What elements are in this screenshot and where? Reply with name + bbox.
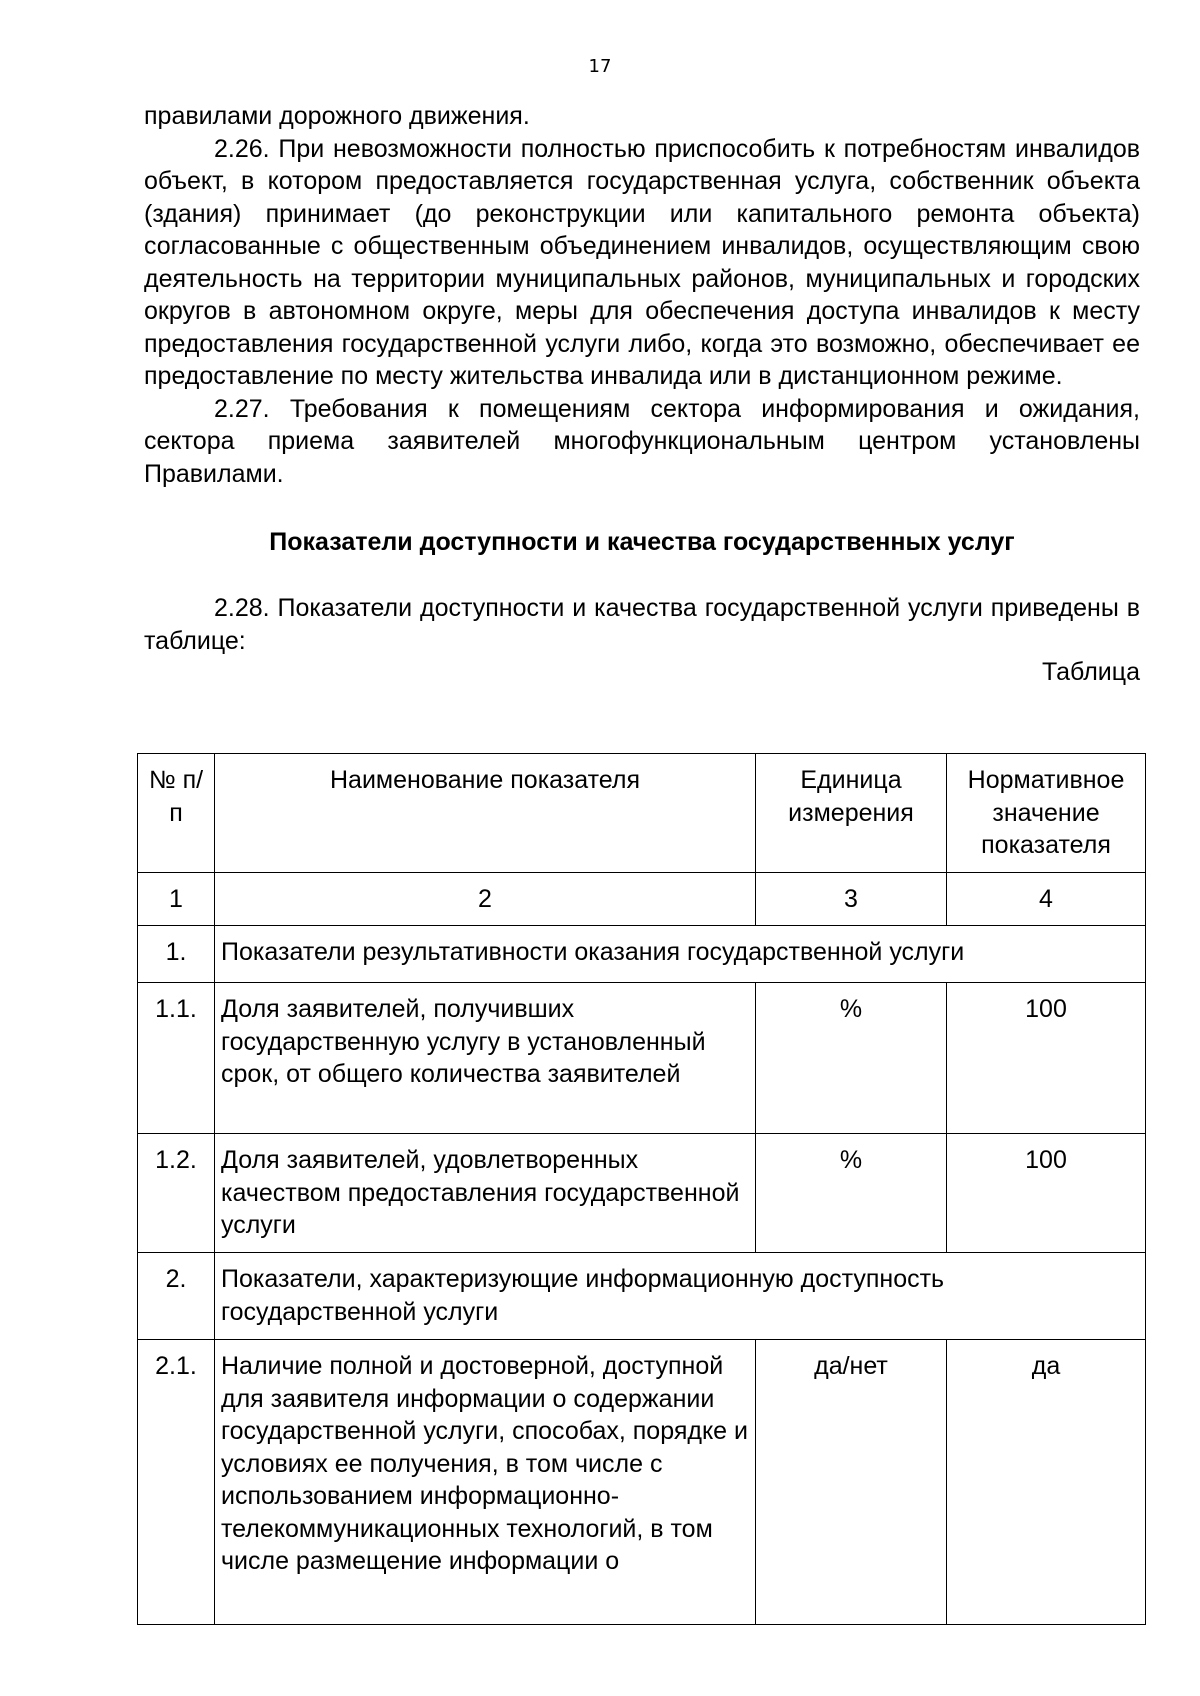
paragraph-continuation: правилами дорожного движения. xyxy=(144,102,530,130)
table-header-row xyxy=(138,754,1146,873)
row-unit: % xyxy=(756,983,947,1134)
paragraph-2-27: 2.27. Требования к помещениям сектора информирования и ожидания, сектора приема заявителей многофункциональным центром установлены Правилами. xyxy=(144,394,1140,488)
header-norm: Нормативное значение показателя xyxy=(947,754,1146,873)
row-unit: да/нет xyxy=(756,1340,947,1625)
row-name: Доля заявителей, получивших государственную услугу в установленный срок, от общего количества заявителей xyxy=(215,983,756,1134)
table-section-row xyxy=(138,1253,1146,1340)
indicators-table xyxy=(137,753,1146,1625)
section-title: Показатели, характеризующие информационную доступность государственной услуги xyxy=(215,1253,1146,1340)
header-num: № п/п xyxy=(138,754,215,873)
row-unit: % xyxy=(756,1134,947,1253)
row-num: 2.1. xyxy=(138,1340,215,1625)
header-unit: Единица измерения xyxy=(756,754,947,873)
section-num: 1. xyxy=(138,926,215,983)
row-num: 1.1. xyxy=(138,983,215,1134)
table-row xyxy=(138,983,1146,1134)
section-title: Показатели результативности оказания государственной услуги xyxy=(215,926,1146,983)
section-heading: Показатели доступности и качества государственных услуг xyxy=(269,528,1015,556)
row-norm: 100 xyxy=(947,1134,1146,1253)
table-caption: Таблица xyxy=(1041,658,1140,686)
table-section-row xyxy=(138,926,1146,983)
document-body xyxy=(144,100,1140,687)
column-number: 4 xyxy=(947,873,1146,926)
row-name: Наличие полной и достоверной, доступной для заявителя информации о содержании государственной услуги, способах, порядке и условиях ее получения, в том числе с использованием информационно-телекоммуникационных технологий, в том числе размещение информации о xyxy=(215,1340,756,1625)
row-num: 1.2. xyxy=(138,1134,215,1253)
column-number: 2 xyxy=(215,873,756,926)
paragraph-2-28: 2.28. Показатели доступности и качества государственной услуги приведены в таблице: xyxy=(144,594,1140,655)
table-row xyxy=(138,1134,1146,1253)
paragraph-2-26: 2.26. При невозможности полностью приспособить к потребностям инвалидов объект, в котором предоставляется государственная услуга, собственник объекта (здания) принимает (до реконструкции или капитального ремонта объекта) согласованные с общественным объединением инвалидов, осуществляющим свою деятельность на территории муниципальных районов, муниципальных и городских округов в автономном округе, меры для обеспечения доступа инвалидов к месту предоставления государственной услуги либо, когда это возможно, обеспечивает ее предоставление по месту жительства инвалида или в дистанционном режиме. xyxy=(144,134,1140,390)
section-num: 2. xyxy=(138,1253,215,1340)
page-number: 17 xyxy=(588,56,612,77)
table-row xyxy=(138,1340,1146,1625)
table-column-numbers-row xyxy=(138,873,1146,926)
column-number: 3 xyxy=(756,873,947,926)
row-name: Доля заявителей, удовлетворенных качеством предоставления государственной услуги xyxy=(215,1134,756,1253)
row-norm: 100 xyxy=(947,983,1146,1134)
column-number: 1 xyxy=(138,873,215,926)
row-norm: да xyxy=(947,1340,1146,1625)
header-name: Наименование показателя xyxy=(215,754,756,873)
